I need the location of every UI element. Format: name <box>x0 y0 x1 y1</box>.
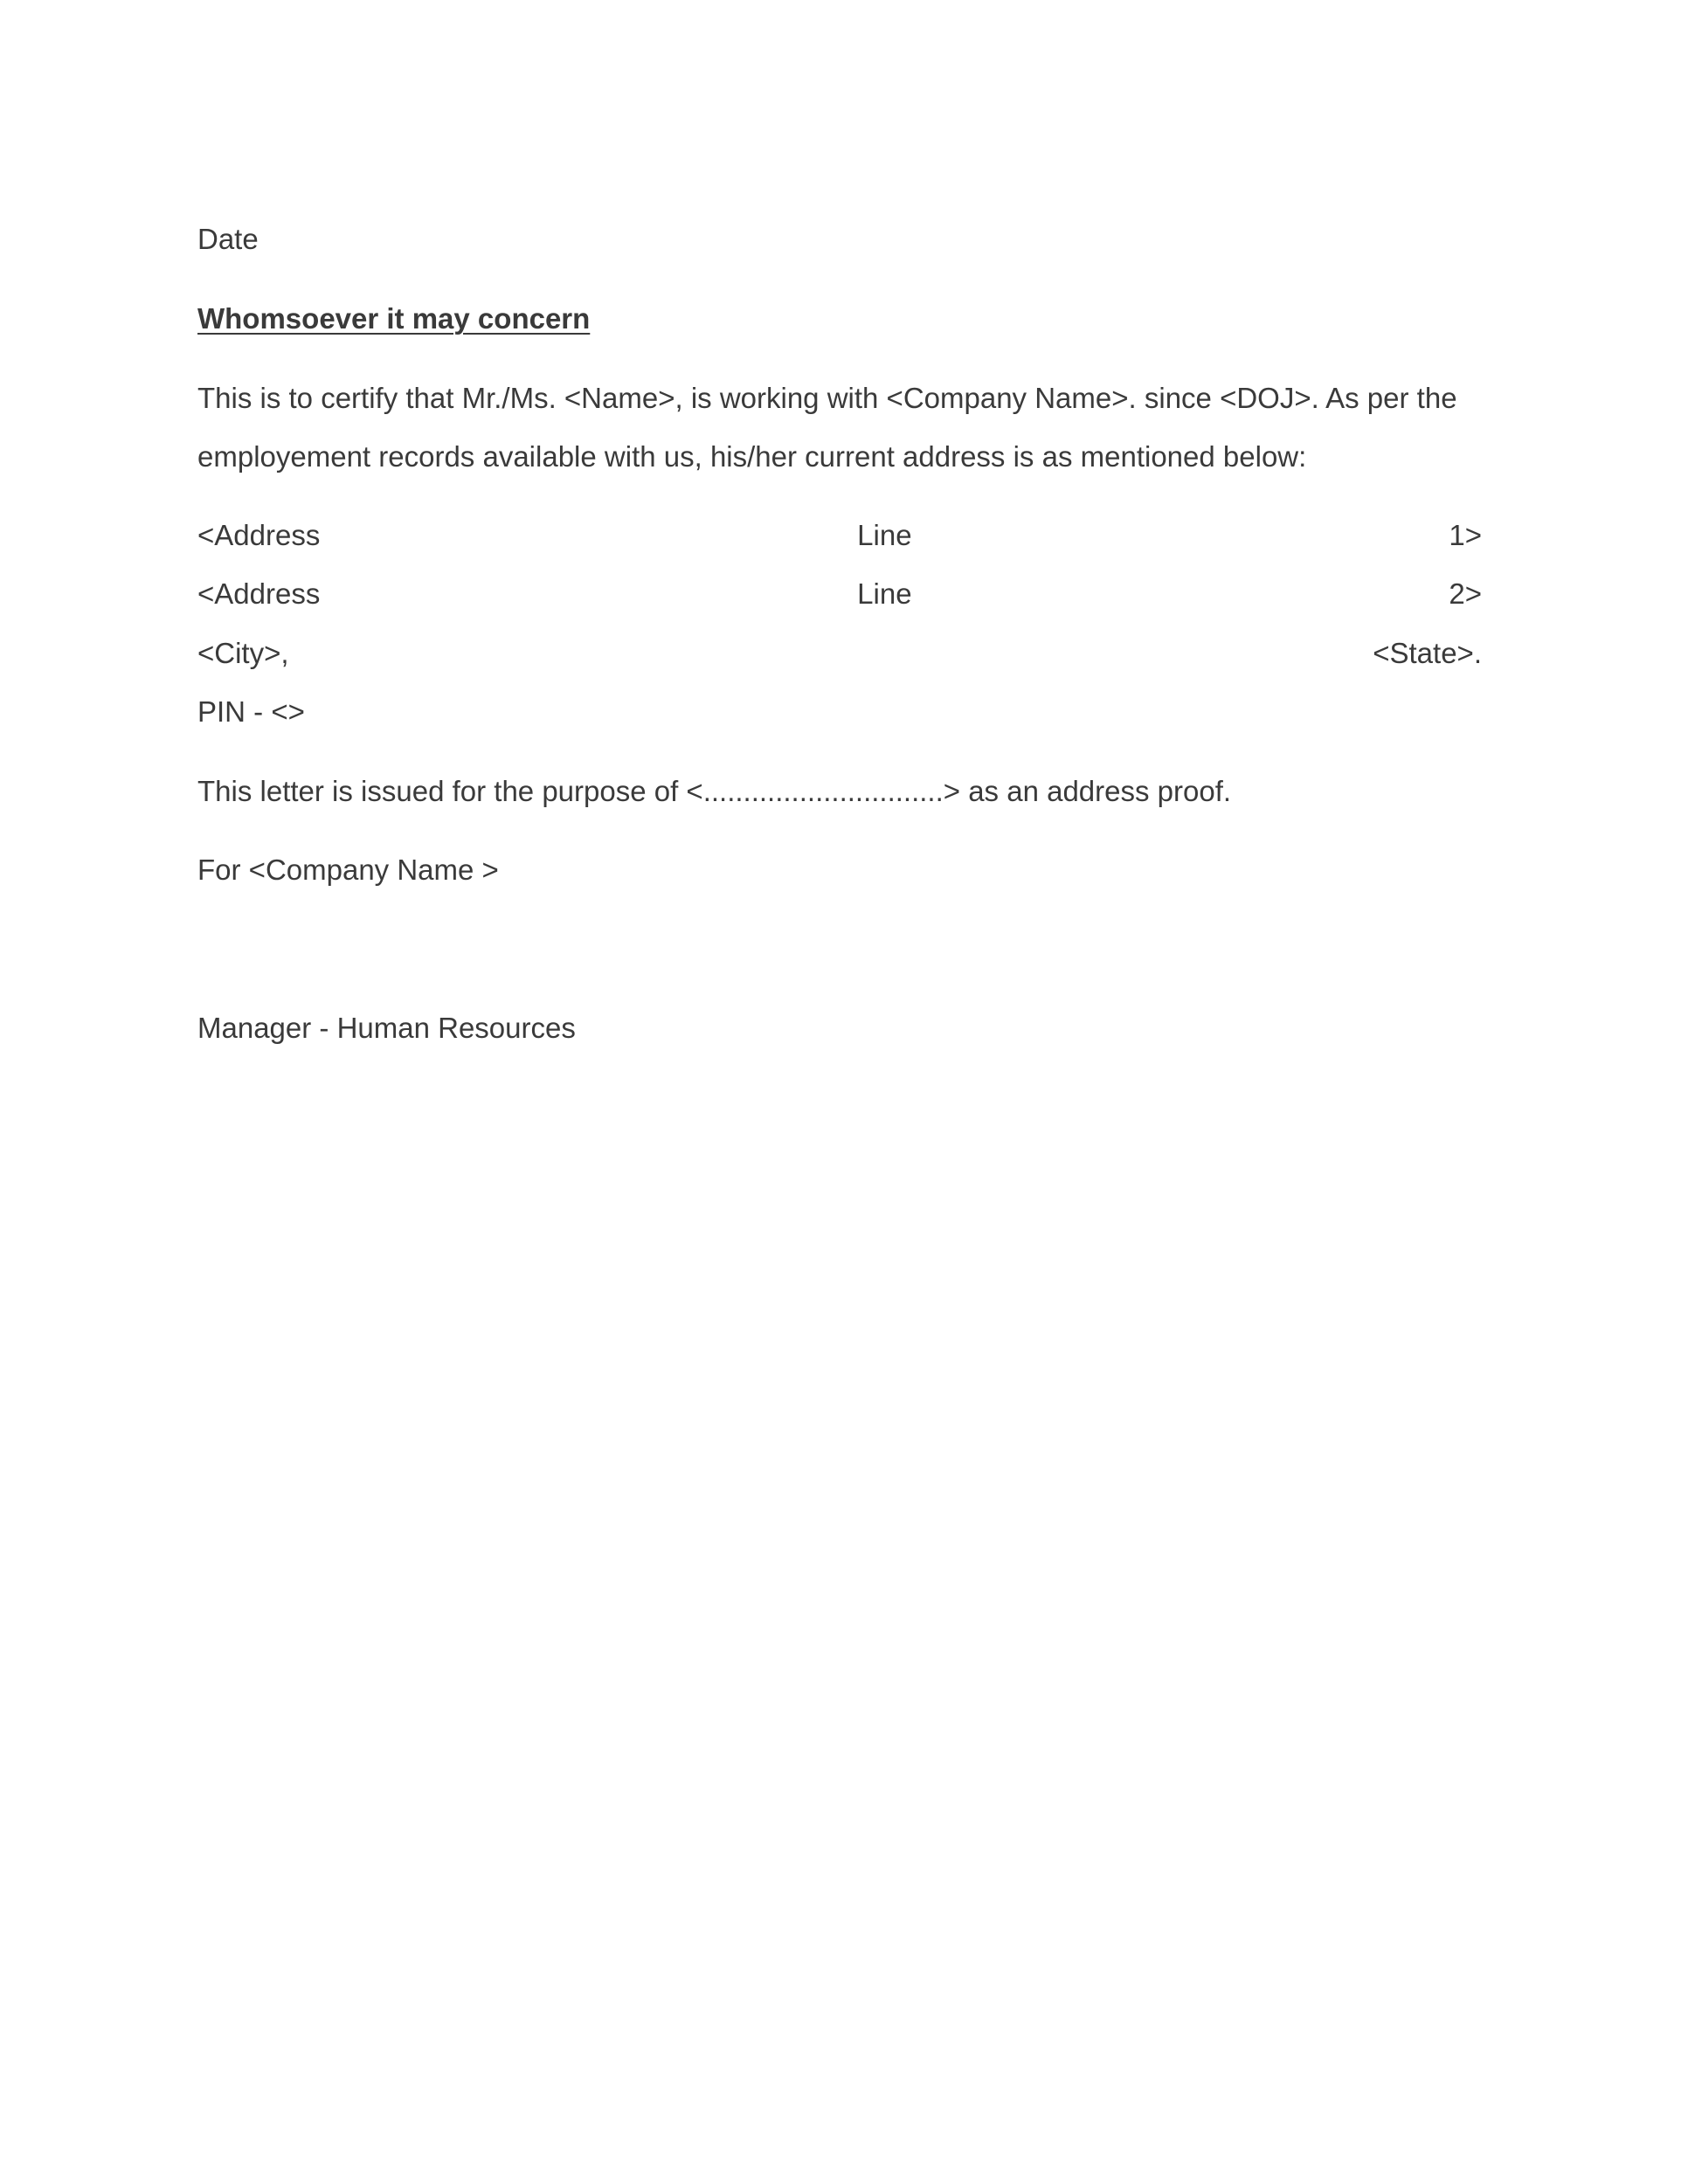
address-line-2-part-a: <Address <box>197 577 321 610</box>
city-state-line <box>197 636 1482 671</box>
date-label: Date <box>197 223 259 255</box>
signatory-line: Manager - Human Resources <box>197 1012 576 1044</box>
address-line-1 <box>197 518 1482 553</box>
pin-line: PIN - <> <box>197 695 305 728</box>
city: <City>, <box>197 637 289 669</box>
body-line-2: employement records available with us, his/her current address is as mentioned below: <box>197 440 1307 473</box>
body-line-1: This is to certify that Mr./Ms. <Name>, is working with <Company Name>. since <DOJ>. As per the <box>197 382 1457 414</box>
state: <State>. <box>1373 637 1482 669</box>
purpose-line: This letter is issued for the purpose of <..............................> as an address proof. <box>197 775 1232 807</box>
for-company-line: For <Company Name > <box>197 854 499 886</box>
address-line-1-part-a: <Address <box>197 519 321 551</box>
address-line-2 <box>197 577 1482 612</box>
address-line-2-part-c: 2> <box>1449 577 1482 610</box>
letter-heading: Whomsoever it may concern <box>197 302 591 335</box>
address-line-1-part-c: 1> <box>1449 519 1482 551</box>
address-line-1-part-b: Line <box>857 519 912 551</box>
address-line-2-part-b: Line <box>857 577 912 610</box>
